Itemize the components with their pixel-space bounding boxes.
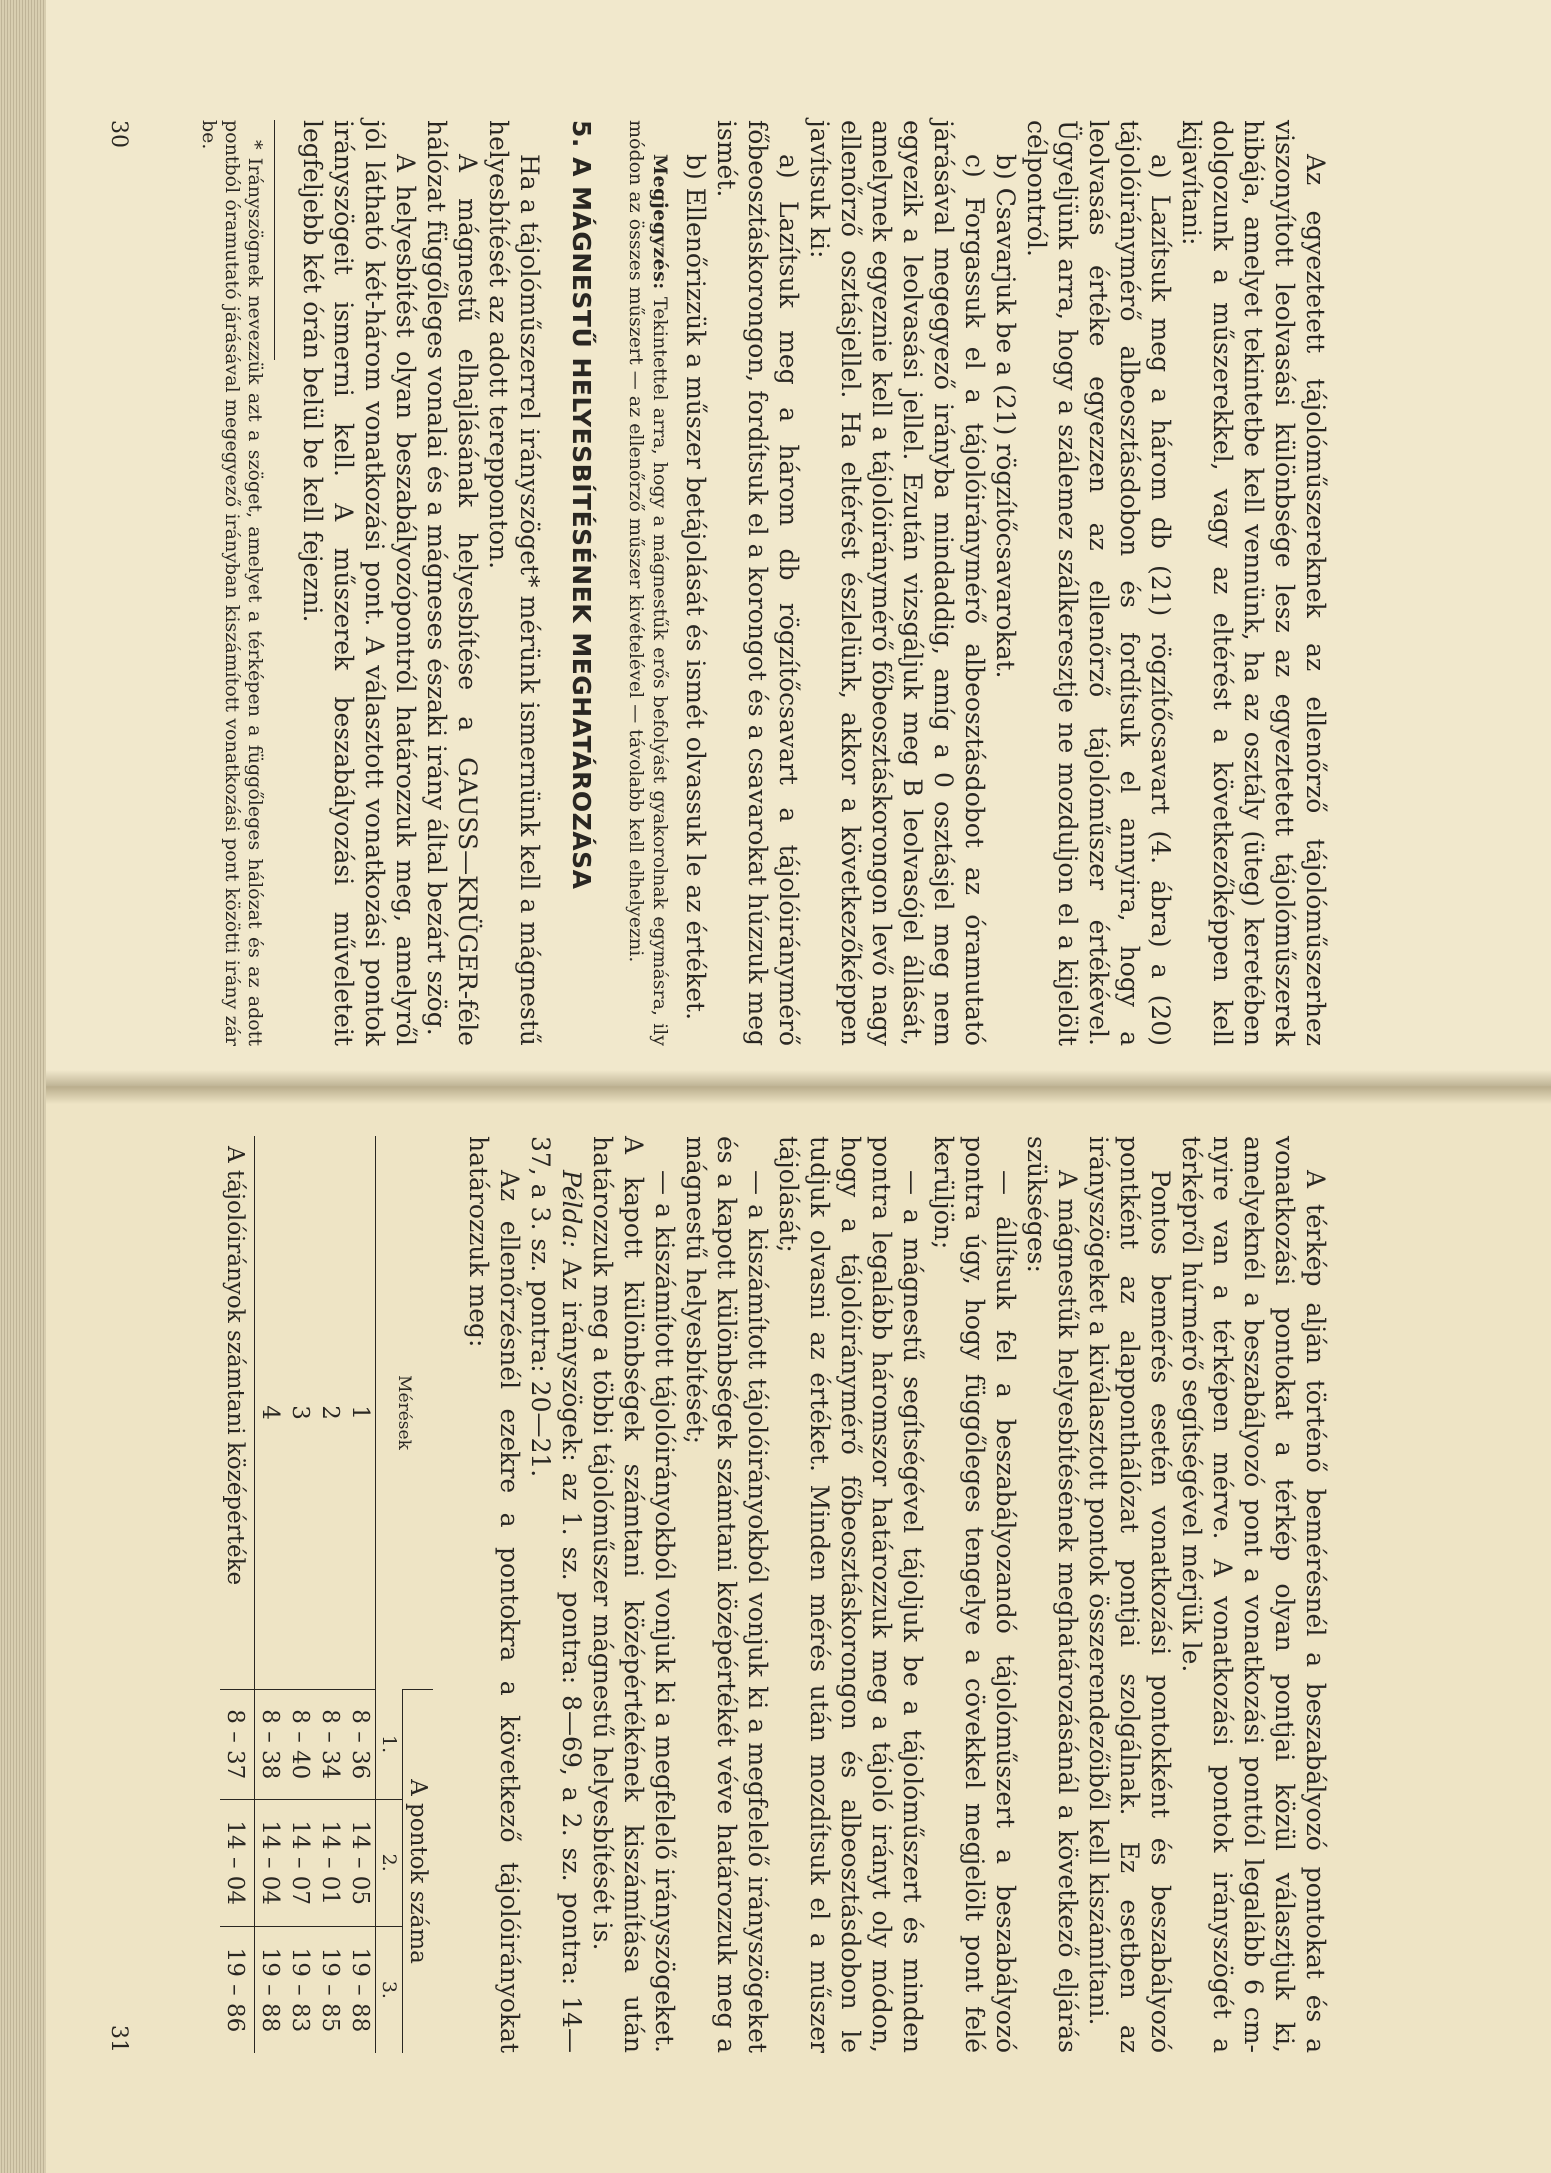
page-edges [0,0,46,2173]
paragraph: A mágnestű elhajlásának helyesbítése a GAUSS—KRÜGER-féle hálózat függőleges vonalai és a mágneses északi irány által bezárt szög. [422,120,482,1046]
table-row [345,1136,376,2053]
page-number: 31 [106,2025,131,2053]
table-cell: 19 – 88 [345,1926,376,2053]
left-page [0,0,1551,1086]
table-header-points: A pontok száma [403,1690,434,2053]
table-mean-row [220,1136,255,2053]
table-cell: 8 – 36 [345,1690,376,1800]
table-cell: 14 – 05 [345,1799,376,1926]
right-page [0,1086,1551,2173]
table-cell: 19 – 85 [315,1926,345,2053]
table-cell: 8 – 38 [255,1690,286,1800]
section-heading: 5. A MÁGNESTŰ HELYESBÍTÉSÉNEK MEGHATÁROZÁSA [567,120,596,890]
example-paragraph [525,1136,587,2053]
paragraph: Az ellenőrzésnél ezekre a pontokra a következő tájolóirányokat határozzuk meg: [464,1136,524,2053]
book-gutter [0,1070,1551,1104]
paragraph: — a mágnestű segítségével tájoljuk be a tájolóműszert és minden pontra legalább háromszor határozzuk meg a tájoló irányt oly módon, hogy a tájolóiránymérő főbeosztáskorongon és albeosztásdobon le tudjuk olvasni az értéket. Minden mérés után mozdítsuk el a műszer tájolását; [774,1136,927,2053]
table-cell: 19 – 88 [255,1926,286,2053]
example-label: Példa: [557,1170,586,1248]
table-cell: 19 – 83 [285,1926,315,2053]
table-mean-value: 14 – 04 [220,1799,255,1926]
note-paragraph [624,120,672,1046]
paragraph: A mágnestűk helyesbítésének meghatározásánál a következő eljárás szükséges: [1022,1136,1082,2053]
note-text: Tekintettel arra, hogy a mágnestűk erős befolyást gyakorolnak egymásra, ily módon az összes műszert — az ellenőrző műszer kivételével — távolabb kell elhelyezni. [625,120,671,1046]
paragraph: b) Csavarjuk be a (21) rögzítőcsavarokat. [991,154,1020,679]
table-cell: 14 – 04 [255,1799,286,1926]
table-row [315,1136,345,2053]
paragraph: — állítsuk fel a beszabályozandó tájolóműszert a beszabályozó pontra úgy, hogy függőleges tengelye a cövekkel megjelölt pont felé kerüljön; [929,1136,1020,2053]
paragraph: a) Lazítsuk meg a három db (21) rögzítőcsavart (4. ábra) a (20) tájolóiránymérő albeosztásdobon és fordítsuk el annyira, hogy a leolvasás értéke egyezzen az ellenőrző tájolóműszer értékével. Ügyeljünk arra, hogy a szálemez szálkeresztje ne mozduljon el a kijelölt célpontról. [1022,120,1175,1046]
paragraph: Ha a tájolóműszerrel irányszöget* mérünk ismernünk kell a mágnestű helyesbítését az adott terepponton. [484,120,544,1046]
footnote: * Irányszögnek nevezzük azt a szöget, amelyet a térképen a függőleges hálózat és az adott pontból óramutató járásával megegyező irányban kiszámított vonatkozási pont közötti irány zár be. [198,120,266,1046]
paragraph: A térkép alján történő bemérésnél a beszabályozó pontokat és a vonatkozási pontokat a térkép olyan pontjai közül választjuk ki, amelyeknél a beszabályozó pont a vonatkozási ponttól legalább 6 cm-nyire van a térképen mérve. A vonatkozási pontok irányszögét a térképről húrmérő segítségével mérjük le. [1177,1136,1330,2053]
measurement-table [220,1136,433,2053]
paragraph: Pontos bemérés esetén vonatkozási pontokként és beszabályozó pontként az alapponthálózat pontjai szolgálnak. Ez esetben az irányszögeket a kiválasztott pontok összerendezőiből kell kiszámítani. [1084,1136,1175,2053]
table-mean-label: A tájolóirányok számtani középértéke [220,1136,255,1690]
table-header-point: 1. [376,1690,403,1800]
footnote-rule [274,120,275,360]
table-cell: 2 [317,1405,343,1420]
table-cell: 1 [347,1405,373,1420]
table-cell: 14 – 07 [285,1799,315,1926]
paragraph: — a kiszámított tájolóirányokból vonjuk ki a megfelelő irányszögeket. A kapott különbségek számtani középértékének kiszámítása után határozzuk meg a többi tájolóműszer mágnestű helyesbítését is. [588,1136,679,2053]
paragraph: c) Forgassuk el a tájolóiránymérő albeosztásdobot az óramutató járásával megegyező irányba mindaddig, amíg a 0 osztásjel meg nem egyezik a leolvasási jellel. Ezután vizsgáljuk meg B leolvasójel állását, amelynek egyeznie kell a tájolóiránymérő főbeosztáskorongon levő nagy ellenőrző osztásjellel. Ha eltérést észlelünk, akkor a következőképpen javítsuk ki: [805,120,989,1046]
paragraph: A helyesbítést olyan beszabályozópontról határozzuk meg, amelyről jól látható két-három vonatkozási pont. A választott vonatkozási pontok irányszögeit ismerni kell. A műszerek beszabályozási műveleteit legfeljebb két órán belül be kell fejezni. [298,120,420,1046]
table-mean-value: 8 – 37 [220,1690,255,1800]
paragraph: Az egyeztetett tájolóműszereknek az ellenőrző tájolóműszerhez viszonyított leolvasási különbsége lesz az egyeztetett tájolóműszerek hibája, amelyet tekintetbe kell vennünk, ha az osztály (üteg) keretében dolgozunk a műszerekkel, vagy az eltérést a következőképpen kell kijavítani: [1177,120,1330,1046]
note-label: Megjegyzés: [649,154,671,290]
paragraph: — a kiszámított tájolóirányokból vonjuk ki a megfelelő irányszögeket és a kapott különbségek számtani középértékét véve határozzuk meg a mágnestű helyesbítését; [681,1136,772,2053]
paragraph: a) Lazítsuk meg a három db rögzítőcsavart a tájolóiránymérő főbeosztáskorongon, fordítsuk el a korongot és a csavarokat húzzuk meg ismét. [712,120,803,1046]
table-cell: 4 [257,1405,283,1420]
table-header-measurements: Mérések [376,1136,434,1690]
page-number: 30 [106,120,131,148]
table-mean-value: 19 – 86 [220,1926,255,2053]
table-header-point: 2. [376,1799,403,1926]
table-cell: 8 – 40 [285,1690,315,1800]
table-cell: 14 – 01 [315,1799,345,1926]
example-text: Az irányszögek: az 1. sz. pontra: 8—69, a 2. sz. pontra: 14—37, a 3. sz. pontra: 20—21. [526,1136,586,2053]
paragraph: b) Ellenőrizzük a műszer betájolását és ismét olvassuk le az értéket. [681,154,710,1021]
table-header-point: 3. [376,1926,403,2053]
table-row [255,1136,286,2053]
table-row [285,1136,315,2053]
table-cell: 3 [287,1405,313,1420]
table-cell: 8 – 34 [315,1690,345,1800]
